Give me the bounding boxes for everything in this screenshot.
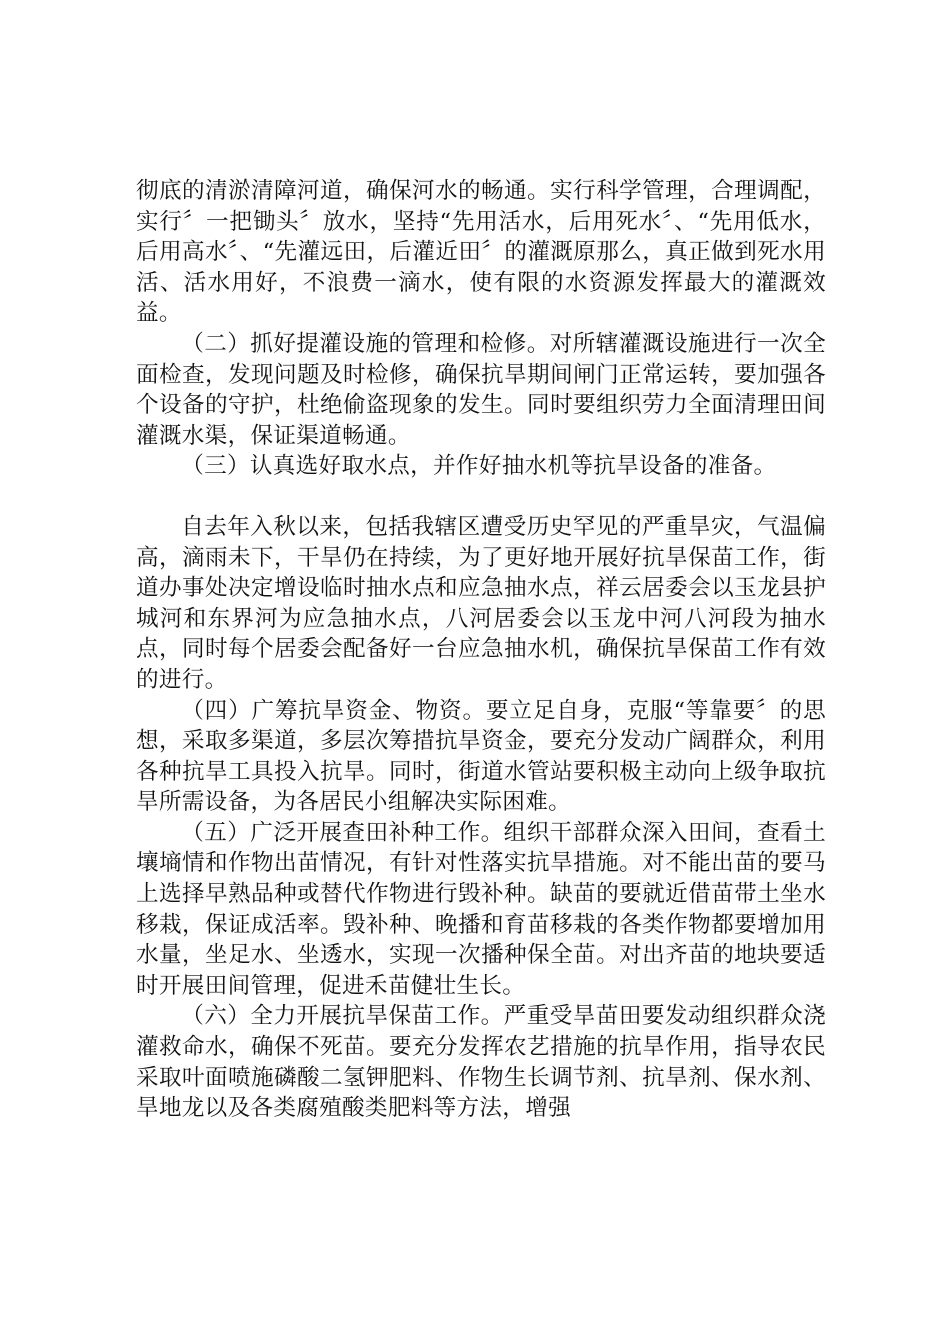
document-body: [136, 176, 826, 1124]
paragraph-section-2: （二）抓好提灌设施的管理和检修。对所辖灌溉设施进行一次全面检查，发现问题及时检修，确保抗旱期间闸门正常运转，要加强各个设备的守护，杜绝偷盗现象的发生。同时要组织劳力全面清理田间灌溉水渠，保证渠道畅通。: [136, 330, 826, 449]
paragraph-section-6: （六）全力开展抗旱保苗工作。严重受旱苗田要发动组织群众浇灌救命水，确保不死苗。要充分发挥农艺措施的抗旱作用，指导农民采取叶面喷施磷酸二氢钾肥料、作物生长调节剂、抗旱剂、保水剂、旱地龙以及各类腐殖酸类肥料等方法，增强: [136, 1003, 826, 1122]
paragraph-section-5: （五）广泛开展查田补种工作。组织干部群众深入田间，查看土壤墒情和作物出苗情况，有针对性落实抗旱措施。对不能出苗的要马上选择早熟品种或替代作物进行毁补种。缺苗的要就近借苗带土坐水移栽，保证成活率。毁补种、晚播和育苗移栽的各类作物都要增加用水量，坐足水、坐透水，实现一次播种保全苗。对出齐苗的地块要适时开展田间管理，促进禾苗健壮生长。: [136, 819, 826, 999]
paragraph-drought-background: 自去年入秋以来，包括我辖区遭受历史罕见的严重旱灾，气温偏高，滴雨未下，干旱仍在持续，为了更好地开展好抗旱保苗工作，街道办事处决定增设临时抽水点和应急抽水点，祥云居委会以玉龙县护城河和东界河为应急抽水点，八河居委会以玉龙中河八河段为抽水点，同时每个居委会配备好一台应急抽水机，确保抗旱保苗工作有效的进行。: [136, 513, 826, 693]
paragraph-section-4: （四）广筹抗旱资金、物资。要立足自身，克服“等靠要〞的思想，采取多渠道，多层次筹措抗旱资金，要充分发动广阔群众，利用各种抗旱工具投入抗旱。同时，街道水管站要积极主动向上级争取抗旱所需设备，为各居民小组解决实际困难。: [136, 697, 826, 816]
paragraph-irrigation-management: 彻底的清淤清障河道，确保河水的畅通。实行科学管理，合理调配，实行〞一把锄头〞放水，坚持“先用活水，后用死水〞、“先用低水，后用高水〞、“先灌远田，后灌近田〞的灌溉原那么，真正做到死水用活、活水用好，不浪费一滴水，使有限的水资源发挥最大的灌溉效益。: [136, 178, 826, 327]
paragraph-spacer: [136, 482, 826, 512]
paragraph-section-3: （三）认真选好取水点，并作好抽水机等抗旱设备的准备。: [181, 453, 777, 480]
